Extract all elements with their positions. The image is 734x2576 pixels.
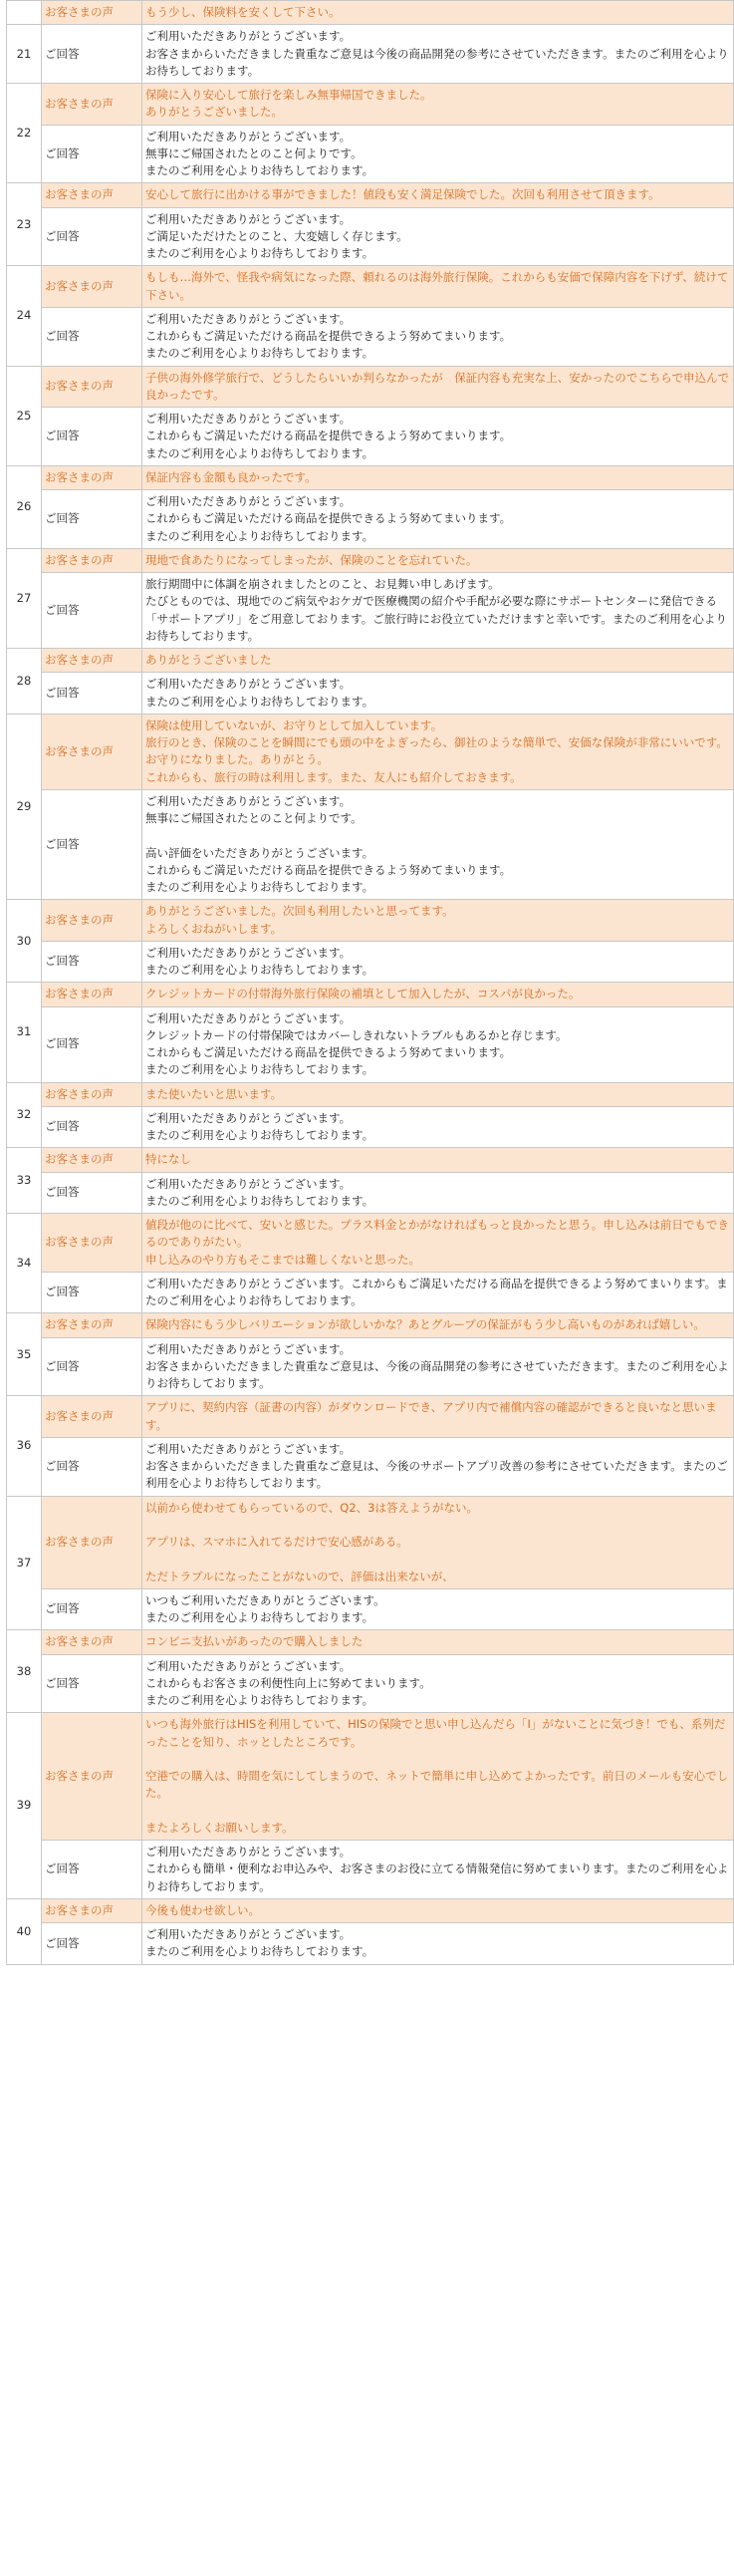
voice-row xyxy=(7,366,734,408)
reply-line: これからもお客さまの利便性向上に努めてまいります。 xyxy=(145,1675,431,1690)
entry-number: 34 xyxy=(7,1214,42,1313)
entry-number: 21 xyxy=(7,25,42,84)
voice-line: 子供の海外修学旅行で、どうしたらいいか判らなかったが 保証内容も充実な上、安かったのでこちらで申込んで良かったです。 xyxy=(145,370,730,402)
entry-number: 31 xyxy=(7,983,42,1082)
reply-row xyxy=(7,1172,734,1214)
reply-line: ご利用いただきありがとうございます。これからもご満足いただける商品を提供できるよう努めてまいります。またのご利用を心よりお待ちしております。 xyxy=(145,1276,728,1307)
reply-text xyxy=(142,408,734,466)
customer-voice-text xyxy=(142,266,734,308)
customer-voice-label: お客さまの声 xyxy=(42,983,142,1006)
entry-number xyxy=(7,1,42,25)
customer-voice-text xyxy=(142,84,734,126)
entry-number: 26 xyxy=(7,465,42,548)
reply-line: 無事にご帰国されたとのこと何よりです。 xyxy=(145,145,363,160)
voice-line: また使いたいと思います。 xyxy=(145,1086,283,1101)
reply-label: ご回答 xyxy=(42,1272,142,1313)
customer-voice-text xyxy=(142,1396,734,1438)
reply-line: これからも簡単・便利なお申込みや、お客さまのお役に立てる情報発信に努めてまいります。またのご利用を心よりお待ちしております。 xyxy=(145,1861,729,1893)
reply-row xyxy=(7,941,734,983)
entry-number: 24 xyxy=(7,266,42,366)
voice-line: アプリは、スマホに入れてるだけで安心感がある。 xyxy=(145,1535,408,1549)
voice-line: これからも、旅行の時は利用します。また、友人にも紹介しておきます。 xyxy=(145,769,522,784)
reply-line: ご利用いただきありがとうございます。 xyxy=(145,677,352,692)
reply-line: ご利用いただきありがとうございます。 xyxy=(145,1441,352,1456)
voice-row xyxy=(7,548,734,572)
reply-label: ご回答 xyxy=(42,1437,142,1496)
voice-line: 旅行のとき、保険のことを瞬間にでも頭の中をよぎったら、御社のような簡単で、安価な保険が非常にいいです。お守りになりました。ありがとう。 xyxy=(145,735,728,767)
reply-label: ご回答 xyxy=(42,1923,142,1965)
reply-line: ご利用いただきありがとうございます。 xyxy=(145,494,352,508)
voice-row xyxy=(7,1496,734,1588)
reply-line: ご利用いただきありがとうございます。 xyxy=(145,29,352,44)
voice-line: 以前から使わせてもらっているので、Q2、3は答えようがない。 xyxy=(145,1500,478,1515)
customer-voice-text xyxy=(142,1148,734,1172)
voice-line: 保険に入り安心して旅行を楽しみ無事帰国できました。 xyxy=(145,88,432,102)
voice-line: またよろしくお願いします。 xyxy=(145,1820,294,1835)
voice-line: アプリに、契約内容（証書の内容）がダウンロードでき、アプリ内で補償内容の確認ができると良いなと思います。 xyxy=(145,1400,717,1432)
reply-text xyxy=(142,573,734,649)
reply-line: たびとものでは、現地でのご病気やおケガで医療機関の紹介や手配が必要な際にサポートセンターに発信できる「サポートアプリ」をご用意しております。ご旅行時にお役立ていただけますと幸いです。またのご利用を心よりお待ちしております。 xyxy=(145,594,727,643)
customer-voice-text xyxy=(142,1,734,25)
reply-label: ご回答 xyxy=(42,1172,142,1214)
entry-number: 32 xyxy=(7,1082,42,1148)
entry-number: 36 xyxy=(7,1396,42,1496)
customer-voice-label: お客さまの声 xyxy=(42,649,142,673)
reply-text xyxy=(142,490,734,549)
entry-number: 37 xyxy=(7,1496,42,1630)
reply-line: ご満足いただけたとのこと、大変嬉しく存じます。 xyxy=(145,228,408,243)
reply-text xyxy=(142,1654,734,1713)
reply-line: クレジットカードの付帯保険ではカバーしきれないトラブルもあるかと存じます。 xyxy=(145,1027,568,1042)
reply-text xyxy=(142,1172,734,1214)
customer-voice-label: お客さまの声 xyxy=(42,84,142,126)
reply-line: ご利用いただきありがとうございます。 xyxy=(145,1110,352,1125)
reply-line: またのご利用を心よりお待ちしております。 xyxy=(145,694,374,709)
reply-line: またのご利用を心よりお待ちしております。 xyxy=(145,1944,374,1959)
reply-line: またのご利用を心よりお待ちしております。 xyxy=(145,445,374,460)
reply-text xyxy=(142,125,734,183)
reply-line: これからもご満足いただける商品を提供できるよう努めてまいります。 xyxy=(145,511,512,526)
entry-number: 23 xyxy=(7,183,42,266)
customer-voice-text xyxy=(142,1630,734,1654)
reply-row xyxy=(7,1588,734,1630)
reply-row xyxy=(7,1437,734,1496)
reply-line: またのご利用を心よりお待ちしております。 xyxy=(145,163,374,177)
customer-voice-label: お客さまの声 xyxy=(42,1496,142,1588)
entry-number: 28 xyxy=(7,649,42,715)
voice-line xyxy=(145,1517,730,1534)
voice-row xyxy=(7,1082,734,1106)
customer-voice-label: お客さまの声 xyxy=(42,1630,142,1654)
voice-line xyxy=(145,1803,730,1820)
customer-voice-text xyxy=(142,649,734,673)
reply-label: ご回答 xyxy=(42,25,142,84)
customer-voice-label: お客さまの声 xyxy=(42,900,142,942)
reply-text xyxy=(142,1337,734,1396)
voice-line: 保険内容にもう少しバリエーションが欲しいかな？あとグループの保証がもう少し高いものがあれば嬉しい。 xyxy=(145,1317,705,1332)
voice-line: 安心して旅行に出かける事ができました！値段も安く満足保険でした。次回も利用させて頂きます。 xyxy=(145,187,660,202)
customer-voice-text xyxy=(142,714,734,789)
reply-line: またのご利用を心よりお待ちしております。 xyxy=(145,346,374,361)
voice-line: 保証内容も金額も良かったです。 xyxy=(145,469,317,484)
voice-line: 申し込みのやり方もそこまでは難しくないと思った。 xyxy=(145,1252,420,1267)
reply-label: ご回答 xyxy=(42,941,142,983)
voice-row xyxy=(7,1898,734,1922)
reply-label: ご回答 xyxy=(42,125,142,183)
reply-line: これからもご満足いただける商品を提供できるよう努めてまいります。 xyxy=(145,429,512,443)
reply-line: ご利用いただきありがとうございます。 xyxy=(145,311,352,326)
reply-text xyxy=(142,1272,734,1313)
voice-line xyxy=(145,1751,730,1768)
reviews-table xyxy=(6,0,734,1965)
customer-voice-label: お客さまの声 xyxy=(42,1148,142,1172)
reply-label: ご回答 xyxy=(42,207,142,266)
reply-row xyxy=(7,573,734,649)
voice-row xyxy=(7,84,734,126)
voice-line: 保険は使用していないが、お守りとして加入しています。 xyxy=(145,717,443,732)
reply-line: ご利用いただきありがとうございます。 xyxy=(145,211,352,226)
entry-number: 29 xyxy=(7,714,42,900)
voice-line: いつも海外旅行はHISを利用していて、HISの保険でと思い申し込んだら「I」がないことに気づき！でも、系列だったことを知り、ホッとしたところです。 xyxy=(145,1717,726,1749)
voice-row xyxy=(7,1,734,25)
voice-row xyxy=(7,714,734,789)
voice-line xyxy=(145,1551,730,1568)
reply-line xyxy=(145,827,730,844)
customer-voice-text xyxy=(142,548,734,572)
customer-voice-text xyxy=(142,183,734,207)
voice-line: 値段が他のに比べて、安いと感じた。プラス料金とかがなければもっと良かったと思う。申し込みは前日でもできるのでありがたい。 xyxy=(145,1218,729,1250)
reply-text xyxy=(142,941,734,983)
reply-line: ご利用いただきありがとうございます。 xyxy=(145,1658,352,1673)
voice-row xyxy=(7,1313,734,1337)
customer-voice-label: お客さまの声 xyxy=(42,1898,142,1922)
reviews-table-body xyxy=(7,1,734,1965)
entry-number: 22 xyxy=(7,84,42,183)
entry-number: 30 xyxy=(7,900,42,983)
customer-voice-text xyxy=(142,1313,734,1337)
entry-number: 33 xyxy=(7,1148,42,1214)
reply-label: ご回答 xyxy=(42,1337,142,1396)
reply-text xyxy=(142,1006,734,1082)
reply-row xyxy=(7,307,734,366)
reply-line: ご利用いただきありがとうございます。 xyxy=(145,1845,352,1859)
voice-row xyxy=(7,649,734,673)
customer-voice-label: お客さまの声 xyxy=(42,1713,142,1841)
voice-line: 現地で食あたりになってしまったが、保険のことを忘れていた。 xyxy=(145,552,478,567)
reply-line: またのご利用を心よりお待ちしております。 xyxy=(145,963,374,977)
reply-line: ご利用いただきありがとうございます。 xyxy=(145,1176,352,1191)
entry-number: 39 xyxy=(7,1713,42,1899)
reply-row xyxy=(7,1923,734,1965)
voice-row xyxy=(7,183,734,207)
reply-row xyxy=(7,673,734,715)
reply-line: ご利用いただきありがとうございます。 xyxy=(145,1341,352,1356)
reply-row xyxy=(7,1654,734,1713)
reply-row xyxy=(7,1272,734,1313)
reply-text xyxy=(142,789,734,900)
reply-line: またのご利用を心よりお待ちしております。 xyxy=(145,880,374,894)
customer-voice-label: お客さまの声 xyxy=(42,465,142,489)
customer-voice-text xyxy=(142,1713,734,1841)
voice-line: コンビニ支払いがあったので購入しました xyxy=(145,1634,364,1649)
reply-label: ご回答 xyxy=(42,408,142,466)
voice-row xyxy=(7,1396,734,1438)
reply-line: 高い評価をいただきありがとうございます。 xyxy=(145,845,374,860)
entry-number: 27 xyxy=(7,548,42,648)
customer-voice-text xyxy=(142,1214,734,1273)
customer-voice-text xyxy=(142,900,734,942)
voice-row xyxy=(7,266,734,308)
customer-voice-label: お客さまの声 xyxy=(42,1082,142,1106)
reply-label: ご回答 xyxy=(42,490,142,549)
customer-voice-text xyxy=(142,366,734,408)
reply-line: ご利用いただきありがとうございます。 xyxy=(145,945,352,960)
voice-row xyxy=(7,900,734,942)
reply-line: これからもご満足いただける商品を提供できるよう努めてまいります。 xyxy=(145,1045,512,1059)
reply-line: いつもご利用いただきありがとうございます。 xyxy=(145,1592,385,1607)
reply-line: ご利用いただきありがとうございます。 xyxy=(145,793,352,808)
voice-line: ありがとうございました。 xyxy=(145,105,283,120)
reply-row xyxy=(7,1841,734,1899)
reply-line: またのご利用を心よりお待ちしております。 xyxy=(145,1693,374,1707)
reply-text xyxy=(142,1106,734,1148)
voice-row xyxy=(7,1214,734,1273)
customer-voice-text xyxy=(142,1082,734,1106)
reply-line: またのご利用を心よりお待ちしております。 xyxy=(145,1062,374,1077)
entry-number: 40 xyxy=(7,1898,42,1964)
entry-number: 38 xyxy=(7,1630,42,1713)
reply-line: お客さまからいただきました貴重なご意見は今後の商品開発の参考にさせていただきます。またのご利用を心よりお待ちしております。 xyxy=(145,46,729,78)
voice-line: 空港での購入は、時間を気にしてしまうので、ネットで簡単に申し込めてよかったです。前日のメールも安心でした。 xyxy=(145,1769,729,1801)
reply-text xyxy=(142,1841,734,1899)
voice-line: よろしくおねがいします。 xyxy=(145,921,283,936)
reply-label: ご回答 xyxy=(42,1006,142,1082)
reply-line: お客さまからいただきました貴重なご意見は、今後のサポートアプリ改善の参考にさせていただきます。またのご利用を心よりお待ちしております。 xyxy=(145,1459,728,1491)
customer-voice-label: お客さまの声 xyxy=(42,714,142,789)
reply-row xyxy=(7,1106,734,1148)
reply-line: ご利用いただきありがとうございます。 xyxy=(145,412,352,426)
customer-voice-text xyxy=(142,1496,734,1588)
reply-row xyxy=(7,490,734,549)
reply-line: またのご利用を心よりお待ちしております。 xyxy=(145,1610,374,1624)
voice-line: もう少し、保険料を安くして下さい。 xyxy=(145,5,341,19)
customer-voice-label: お客さまの声 xyxy=(42,183,142,207)
reply-line: ご利用いただきありがとうございます。 xyxy=(145,1927,352,1941)
reply-line: またのご利用を心よりお待ちしております。 xyxy=(145,246,374,260)
reply-line: ご利用いただきありがとうございます。 xyxy=(145,1010,352,1025)
voice-line: 今後も使わせ欲しい。 xyxy=(145,1902,260,1917)
voice-row xyxy=(7,983,734,1006)
voice-line: クレジットカードの付帯海外旅行保険の補填として加入したが、コスパが良かった。 xyxy=(145,987,581,1002)
voice-row xyxy=(7,465,734,489)
reply-text xyxy=(142,1923,734,1965)
reply-text xyxy=(142,307,734,366)
reply-row xyxy=(7,789,734,900)
reply-row xyxy=(7,1337,734,1396)
reply-line: ご利用いただきありがとうございます。 xyxy=(145,129,352,143)
voice-line: 特になし xyxy=(145,1152,191,1167)
reply-line: またのご利用を心よりお待ちしております。 xyxy=(145,1193,374,1208)
voice-row xyxy=(7,1148,734,1172)
reply-line: またのご利用を心よりお待ちしております。 xyxy=(145,1128,374,1142)
voice-line: ただトラブルになったことがないので、評価は出来ないが、 xyxy=(145,1569,454,1583)
reply-text xyxy=(142,673,734,715)
reply-label: ご回答 xyxy=(42,573,142,649)
reply-line: これからもご満足いただける商品を提供できるよう努めてまいります。 xyxy=(145,862,512,877)
reply-label: ご回答 xyxy=(42,1106,142,1148)
customer-voice-label: お客さまの声 xyxy=(42,1313,142,1337)
reply-text xyxy=(142,1588,734,1630)
voice-line: もしも…海外で、怪我や病気になった際、頼れるのは海外旅行保険。これからも安価で保障内容を下げず、続けて下さい。 xyxy=(145,270,729,302)
reply-label: ご回答 xyxy=(42,1841,142,1899)
reply-label: ご回答 xyxy=(42,789,142,900)
reply-line: これからもご満足いただける商品を提供できるよう努めてまいります。 xyxy=(145,329,512,343)
reply-row xyxy=(7,1006,734,1082)
customer-voice-text xyxy=(142,465,734,489)
customer-voice-label: お客さまの声 xyxy=(42,548,142,572)
reply-row xyxy=(7,207,734,266)
voice-line: ありがとうございました xyxy=(145,653,272,667)
reply-label: ご回答 xyxy=(42,1588,142,1630)
customer-voice-label: お客さまの声 xyxy=(42,266,142,308)
reply-label: ご回答 xyxy=(42,307,142,366)
reply-line: 無事にご帰国されたとのこと何よりです。 xyxy=(145,811,363,825)
customer-voice-label: お客さまの声 xyxy=(42,1396,142,1438)
customer-voice-label: お客さまの声 xyxy=(42,366,142,408)
reply-row xyxy=(7,408,734,466)
reply-line: またのご利用を心よりお待ちしております。 xyxy=(145,528,374,543)
entry-number: 35 xyxy=(7,1313,42,1396)
entry-number: 25 xyxy=(7,366,42,465)
customer-voice-label: お客さまの声 xyxy=(42,1,142,25)
reply-line: 旅行期間中に体調を崩されましたとのこと、お見舞い申しあげます。 xyxy=(145,577,500,591)
reply-text xyxy=(142,207,734,266)
reply-text xyxy=(142,1437,734,1496)
customer-voice-text xyxy=(142,1898,734,1922)
reply-row xyxy=(7,25,734,84)
customer-voice-label: お客さまの声 xyxy=(42,1214,142,1273)
customer-voice-text xyxy=(142,983,734,1006)
reply-row xyxy=(7,125,734,183)
reply-label: ご回答 xyxy=(42,673,142,715)
voice-line: ありがとうございました。次回も利用したいと思ってます。 xyxy=(145,904,454,919)
reply-label: ご回答 xyxy=(42,1654,142,1713)
voice-row xyxy=(7,1713,734,1841)
reply-line: お客さまからいただきました貴重なご意見は、今後の商品開発の参考にさせていただきます。またのご利用を心よりお待ちしております。 xyxy=(145,1358,729,1390)
voice-row xyxy=(7,1630,734,1654)
reply-text xyxy=(142,25,734,84)
